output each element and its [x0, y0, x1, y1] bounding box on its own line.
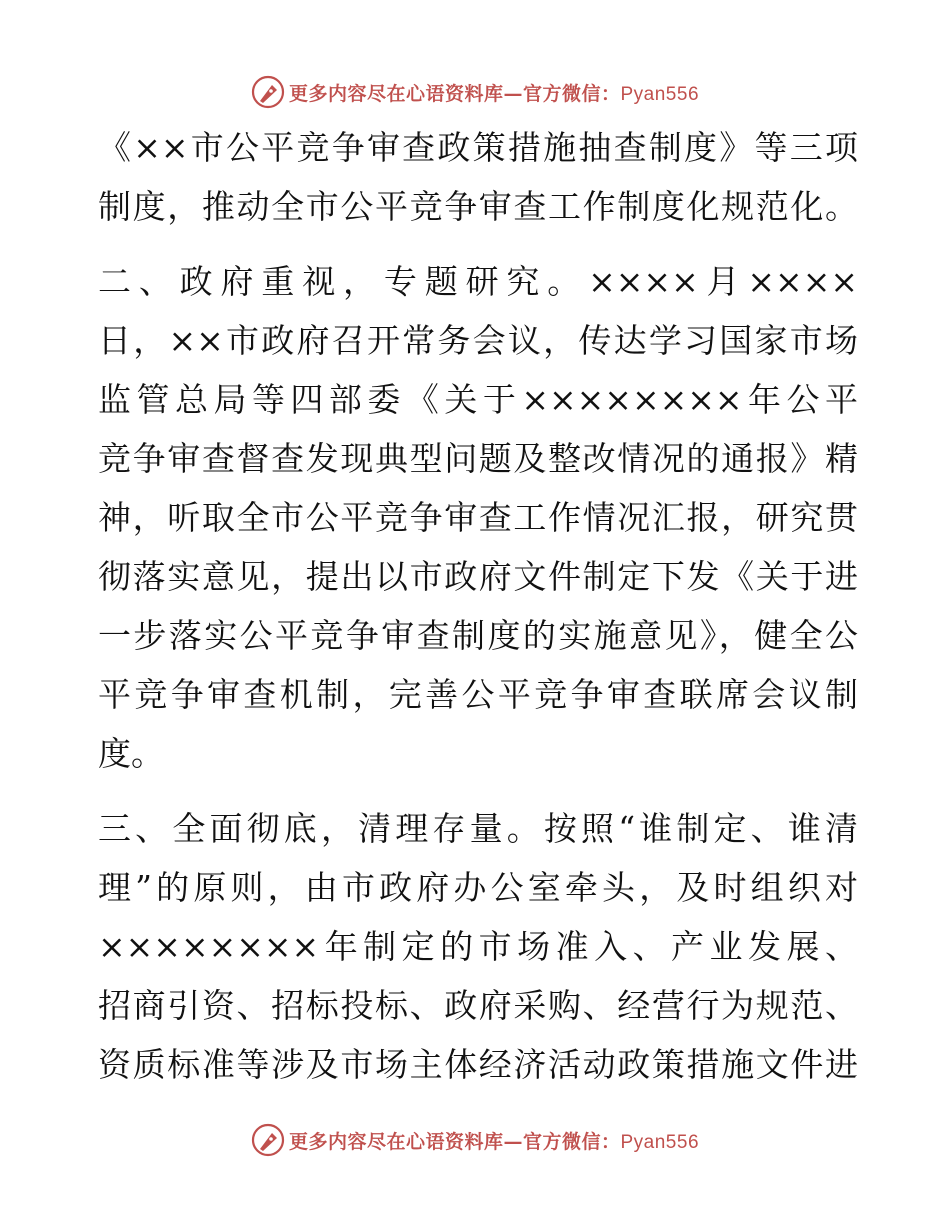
text-line: 制度，推动全市公平竞争审查工作制度化规范化。 — [98, 187, 858, 226]
text-line: 资质标准等涉及市场主体经济活动政策措施文件进 — [98, 1045, 858, 1084]
text-line: ××××××××年制定的市场准入、产业发展、 — [98, 927, 858, 966]
paragraph — [98, 118, 858, 236]
paragraph — [98, 252, 858, 783]
paragraph — [98, 799, 858, 1094]
section-heading-line: 二、政府重视，专题研究。××××月×××× — [98, 262, 858, 301]
pen-nib-logo-icon — [251, 75, 285, 109]
text-line: 监管总局等四部委《关于××××××××年公平 — [98, 380, 858, 419]
text-line: 平竞争审查机制，完善公平竞争审查联席会议制 — [98, 675, 858, 714]
header-watermark — [0, 72, 950, 112]
text-line: 一步落实公平竞争审查制度的实施意见》，健全公 — [98, 616, 858, 655]
watermark-brand: 更多内容尽在心语资料库—官方微信： — [288, 82, 621, 105]
watermark-text — [289, 79, 699, 106]
text-line: 神，听取全市公平竞争审查工作情况汇报，研究贯 — [98, 498, 858, 537]
pen-nib-logo-icon — [251, 1123, 285, 1157]
text-line: 彻落实意见，提出以市政府文件制定下发《关于进 — [98, 557, 858, 596]
footer-watermark — [0, 1120, 950, 1160]
text-line: 《××市公平竞争审查政策措施抽查制度》等三项 — [98, 128, 858, 167]
text-line: 度。 — [98, 734, 164, 773]
watermark-id: Pyan556 — [620, 1131, 700, 1153]
section-heading-line: 三、全面彻底，清理存量。按照“谁制定、谁清 — [98, 809, 858, 848]
text-line: 招商引资、招标投标、政府采购、经营行为规范、 — [98, 986, 858, 1025]
watermark-brand: 更多内容尽在心语资料库—官方微信： — [288, 1130, 621, 1153]
text-line: 理”的原则，由市政府办公室牵头，及时组织对 — [98, 868, 858, 907]
watermark-id: Pyan556 — [620, 83, 700, 105]
text-line: 日，××市政府召开常务会议，传达学习国家市场 — [98, 321, 858, 360]
watermark-text — [289, 1127, 699, 1154]
text-line: 竞争审查督查发现典型问题及整改情况的通报》精 — [98, 439, 858, 478]
document-body — [98, 118, 858, 1094]
